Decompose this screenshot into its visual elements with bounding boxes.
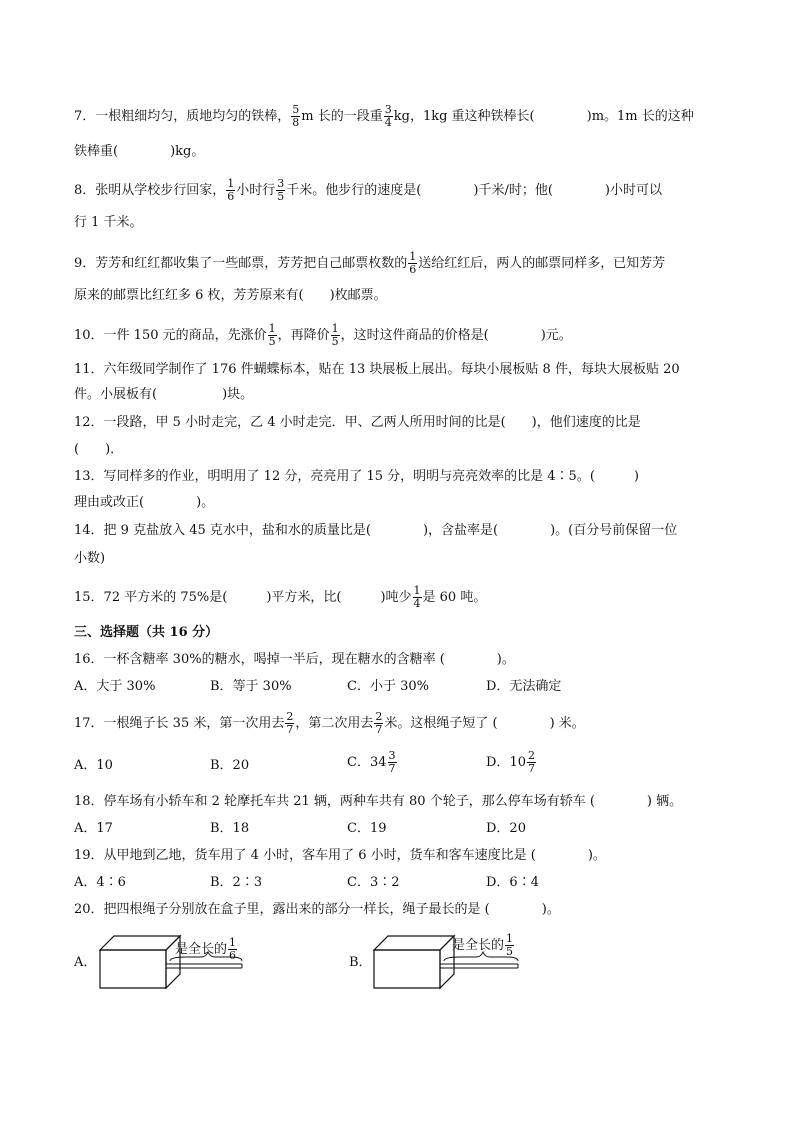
q9-line2: 原来的邮票比红红多 6 枚，芳芳原来有( )枚邮票。 — [74, 288, 387, 303]
q16-stem: 16．一杯含糖率 30%的糖水，喝掉一半后，现在糖水的含糖率 ( )。 — [74, 652, 515, 667]
q17-stem: 17．一根绳子长 35 米，第一次用去 $\frac{2}{7}$ ，第二次用去 $\frac{2}{7}$ 米。这根绳子短了 ( ) 米。 — [74, 710, 585, 736]
q17-option-d[interactable]: D． 10 $\frac{2}{7}$ — [486, 749, 535, 775]
q12-line1: 12．一段路，甲 5 小时走完，乙 4 小时走完．甲、乙两人所用时间的比是( )，他们速度的比是 — [74, 415, 641, 430]
section-title: 三、选择题（共 16 分） — [74, 625, 219, 640]
q20-option-a[interactable]: A． — [74, 955, 97, 970]
q16-option-c[interactable]: C．小于 30% — [347, 679, 429, 694]
q19-option-c[interactable]: C．3∶2 — [347, 875, 400, 890]
q20-caption-b: 是全长的 $\frac{1}{5}$ — [452, 932, 514, 958]
q9-line1: 9．芳芳和红红都收集了一些邮票，芳芳把自己邮票枚数的 $\frac{1}{6}$ 送给红红后，两人的邮票同样多，已知芳芳 — [74, 250, 666, 276]
fraction: $\frac{1}{6}$ — [409, 250, 417, 276]
q18-option-d[interactable]: D．20 — [486, 821, 526, 836]
q12-line2: ( )． — [74, 442, 124, 457]
q7-line1: 7．一根粗细均匀，质地均匀的铁棒， $\frac{5}{8}$ m 长的一段重 $\frac{3}{4}$ kg，1kg 重这种铁棒长( )m。1m 长的这种 — [74, 103, 694, 129]
q19-option-d[interactable]: D．6∶4 — [486, 875, 539, 890]
q16-option-a[interactable]: A．大于 30% — [74, 679, 156, 694]
q17-option-a[interactable]: A．10 — [74, 758, 113, 773]
q19-option-b[interactable]: B．2∶3 — [210, 875, 263, 890]
q19-option-a[interactable]: A．4∶6 — [74, 875, 126, 890]
q16-option-b[interactable]: B．等于 30% — [210, 679, 292, 694]
q7-line2: 铁棒重( )kg。 — [74, 144, 205, 159]
fraction: $\frac{1}{6}$ — [227, 177, 235, 203]
q13-line2: 理由或改正( )。 — [74, 495, 215, 510]
fraction: $\frac{2}{7}$ — [375, 710, 383, 736]
q20-caption-a: 是全长的 $\frac{1}{6}$ — [175, 936, 237, 962]
fraction: $\frac{3}{5}$ — [277, 177, 285, 203]
q16-option-d[interactable]: D．无法确定 — [486, 679, 562, 694]
q17-option-b[interactable]: B．20 — [210, 758, 250, 773]
q18-option-b[interactable]: B．18 — [210, 821, 250, 836]
q18-stem: 18．停车场有小轿车和 2 轮摩托车共 21 辆，两种车共有 80 个轮子，那么停车场有轿车 ( ) 辆。 — [74, 794, 683, 809]
q8-line2: 行 1 千米。 — [74, 215, 143, 230]
fraction: $\frac{5}{8}$ — [292, 103, 300, 129]
fraction: $\frac{1}{5}$ — [331, 322, 339, 348]
q18-option-a[interactable]: A．17 — [74, 821, 113, 836]
fraction: $\frac{2}{7}$ — [286, 710, 294, 736]
fraction: $\frac{1}{5}$ — [268, 322, 276, 348]
fraction: $\frac{3}{4}$ — [384, 103, 392, 129]
q14-line2: 小数) — [74, 551, 106, 566]
q10-line: 10．一件 150 元的商品，先涨价 $\frac{1}{5}$ ，再降价 $\frac{1}{5}$ ，这时这件商品的价格是( )元。 — [74, 322, 572, 348]
q20-stem: 20．把四根绳子分别放在盒子里，露出来的部分一样长，绳子最长的是 ( )。 — [74, 902, 560, 917]
q11-line1: 11．六年级同学制作了 176 件蝴蝶标本，贴在 13 块展板上展出。每块小展板贴 8 件，每块大展板贴 20 — [74, 362, 680, 377]
q14-line1: 14．把 9 克盐放入 45 克水中，盐和水的质量比是( )，含盐率是( )。(百分号前保留一位 — [74, 523, 678, 538]
q11-line2: 件。小展板有( )块。 — [74, 387, 254, 402]
fraction: $\frac{1}{4}$ — [413, 584, 421, 610]
q15-line: 15．72 平方米的 75%是( )平方米，比( )吨少 $\frac{1}{4}$ 是 60 吨。 — [74, 584, 487, 610]
q8-line1: 8．张明从学校步行回家， $\frac{1}{6}$ 小时行 $\frac{3}{5}$ 千米。他步行的速度是( )千米/时；他( )小时可以 — [74, 177, 662, 203]
q20-option-b[interactable]: B． — [349, 955, 372, 970]
q19-stem: 19．从甲地到乙地，货车用了 4 小时，客车用了 6 小时，货车和客车速度比是 ( )。 — [74, 848, 606, 863]
q17-option-c[interactable]: C． 34 $\frac{3}{7}$ — [347, 749, 396, 775]
q13-line1: 13．写同样多的作业，明明用了 12 分，亮亮用了 15 分，明明与亮亮效率的比是 4∶5。( ) — [74, 469, 639, 484]
q18-option-c[interactable]: C．19 — [347, 821, 387, 836]
